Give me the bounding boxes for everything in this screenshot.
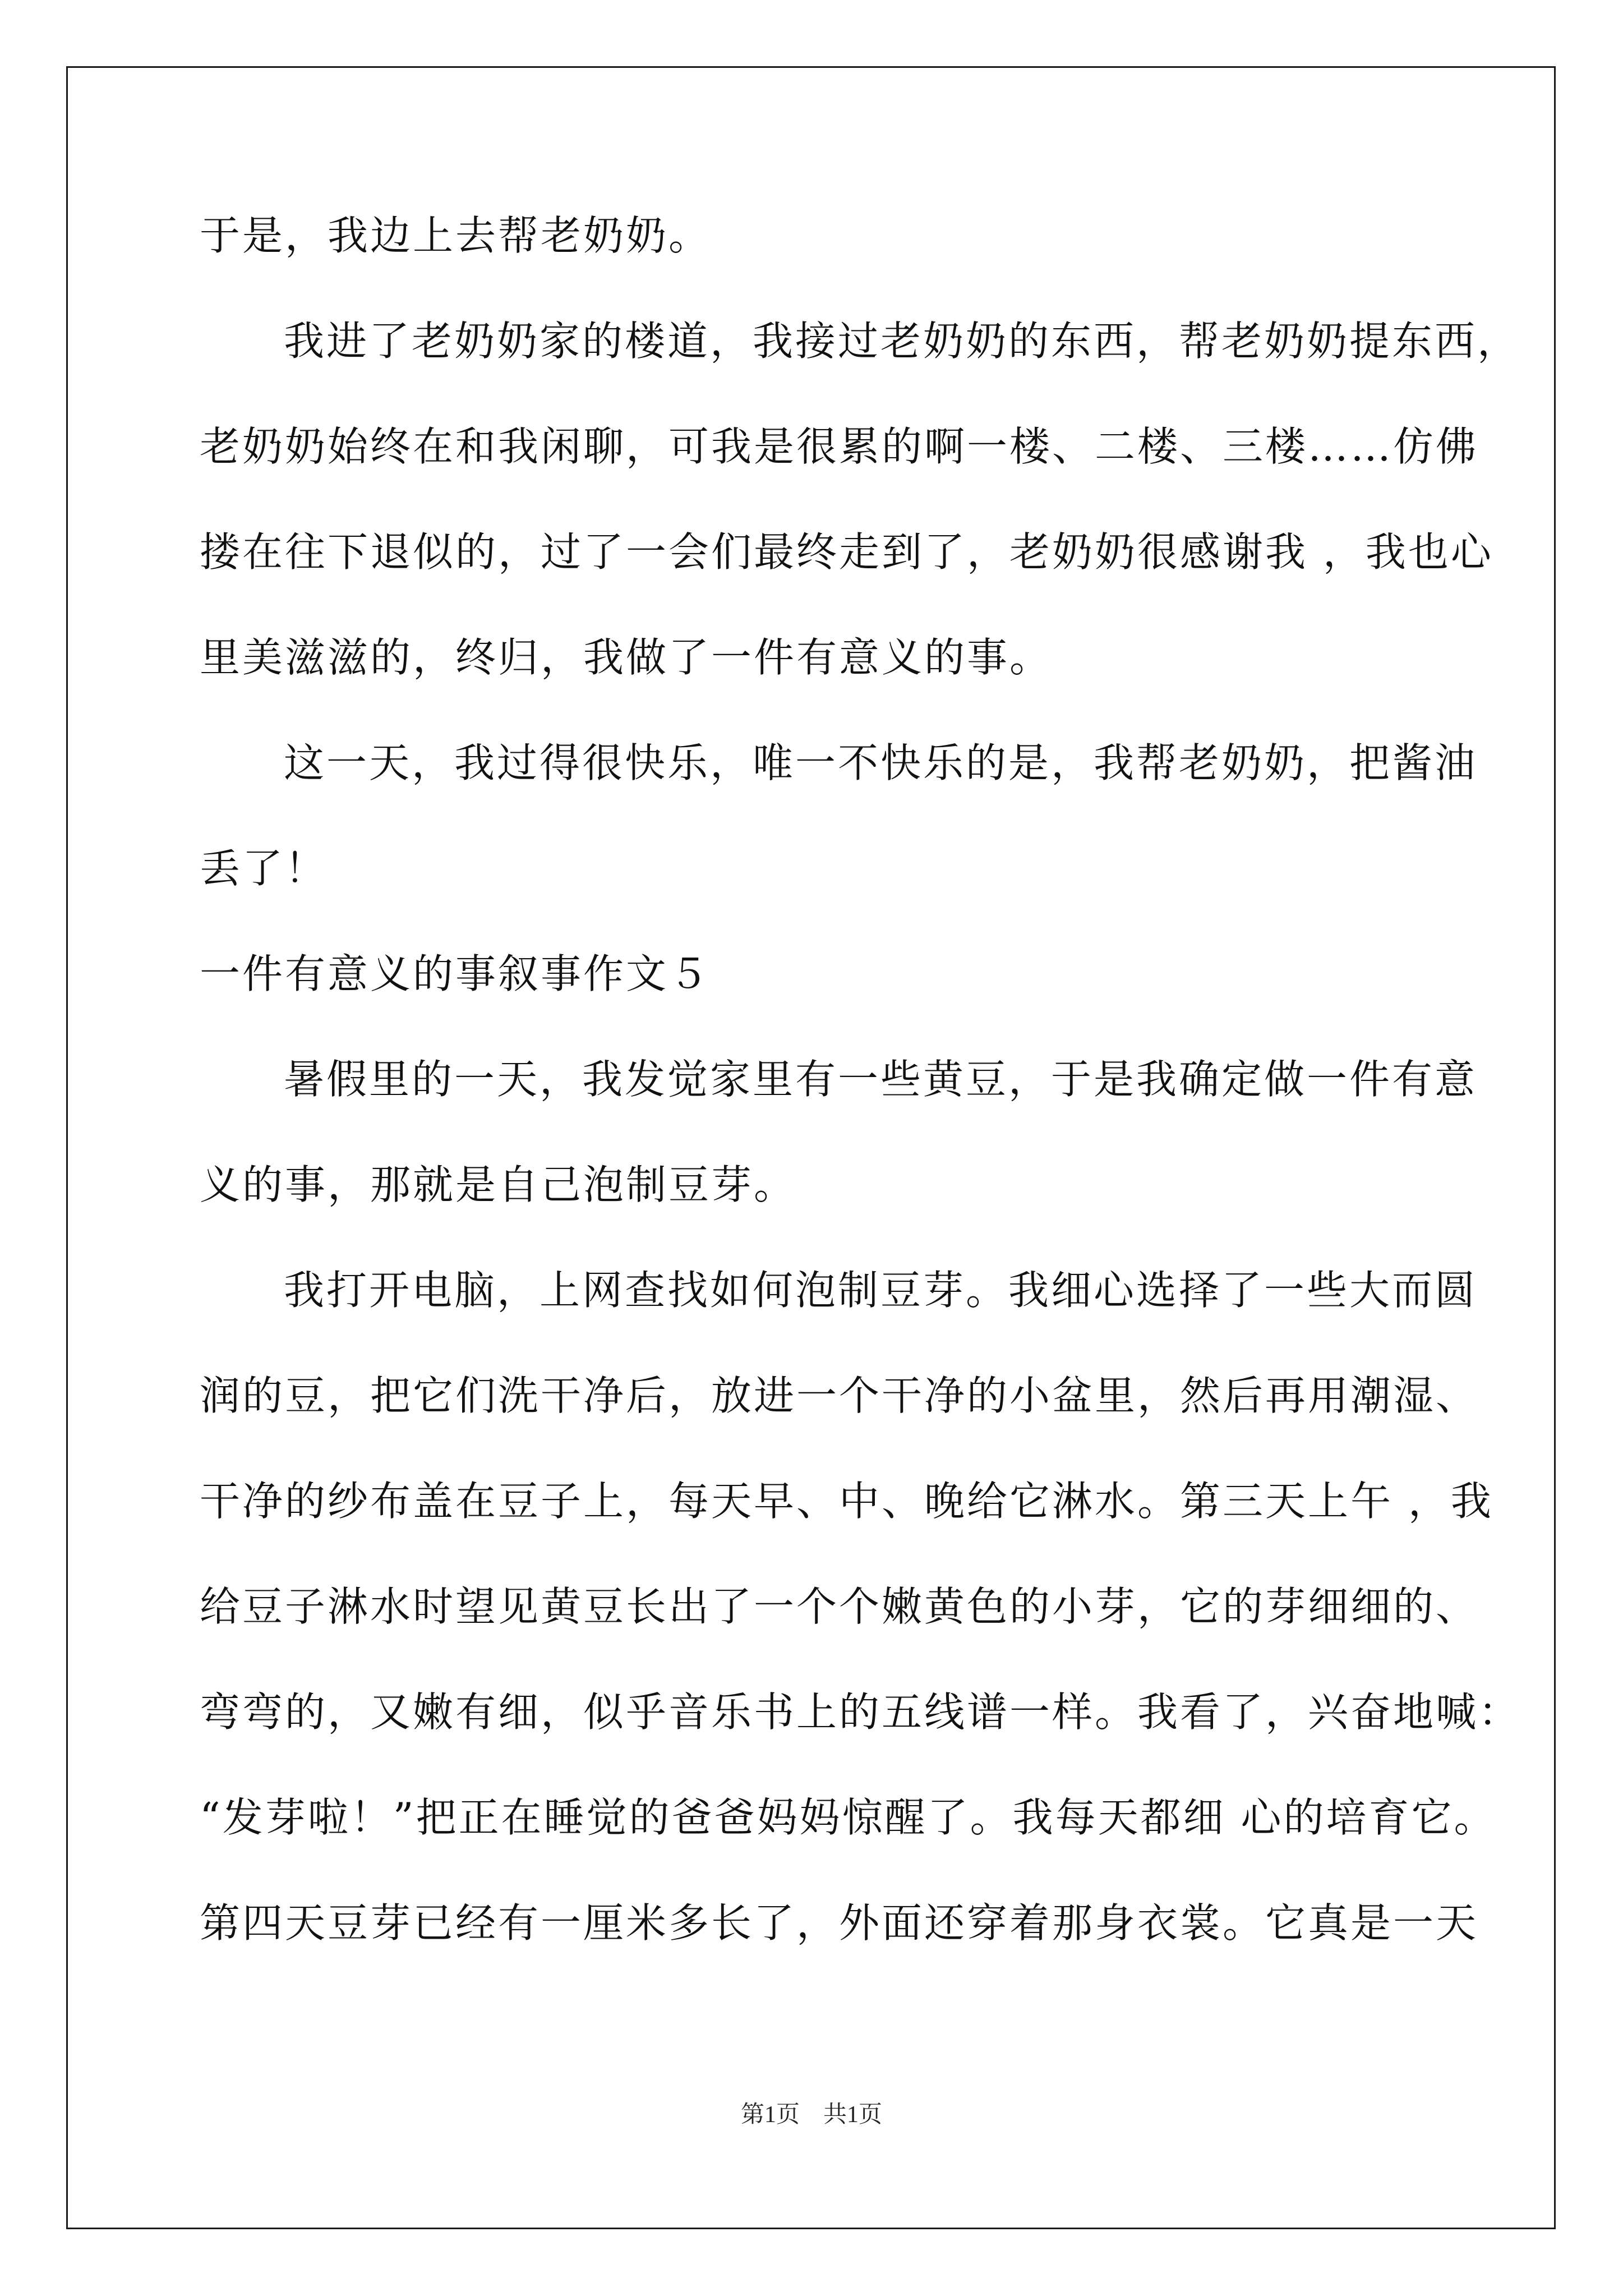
- paragraph-line: 弯弯的，又嫩有细，似乎音乐书上的五线谱一样。我看了，兴奋地喊：: [200, 1688, 1521, 1736]
- paragraph-line: 于是，我边上去帮老奶奶。: [200, 212, 712, 259]
- paragraph-line: “发芽啦！”把正在睡觉的爸爸妈妈惊醒了。我每天都细 心的培育它。: [200, 1794, 1497, 1841]
- paragraph-line: 我打开电脑，上网查找如何泡制豆芽。我细心选择了一些大而圆: [284, 1267, 1478, 1314]
- paragraph-line: 义的事，那就是自己泡制豆芽。: [200, 1161, 797, 1208]
- paragraph-line: 里美滋滋的，终归，我做了一件有意义的事。: [200, 634, 1053, 681]
- paragraph-line: 丢了！: [200, 845, 328, 892]
- paragraph-line: 润的豆，把它们洗干净后，放进一个干净的小盆里，然后再用潮湿、: [200, 1372, 1479, 1419]
- paragraph-line: 给豆子淋水时望见黄豆长出了一个个嫩黄色的小芽，它的芽细细的、: [200, 1583, 1479, 1630]
- paragraph-line: 第四天豆芽已经有一厘米多长了，外面还穿着那身衣裳。它真是一天: [200, 1899, 1479, 1947]
- paragraph-line: 干净的纱布盖在豆子上，每天早、中、晚给它淋水。第三天上午 ，我: [200, 1478, 1493, 1525]
- page-footer: 第1页 共1页: [740, 2102, 882, 2128]
- section-heading: 一件有意义的事叙事作文５: [200, 950, 712, 997]
- paragraph-line: 老奶奶始终在和我闲聊，可我是很累的啊一楼、二楼、三楼……仿佛: [200, 423, 1479, 470]
- paragraph-line: 这一天，我过得很快乐，唯一不快乐的是，我帮老奶奶，把酱油: [284, 739, 1478, 786]
- paragraph-line: 搂在往下退似的，过了一会们最终走到了，老奶奶很感谢我 ，我也心: [200, 528, 1493, 576]
- paragraph-line: 暑假里的一天，我发觉家里有一些黄豆，于是我确定做一件有意: [284, 1056, 1478, 1103]
- paragraph-line: 我进了老奶奶家的楼道，我接过老奶奶的东西，帮老奶奶提东西，: [284, 318, 1520, 365]
